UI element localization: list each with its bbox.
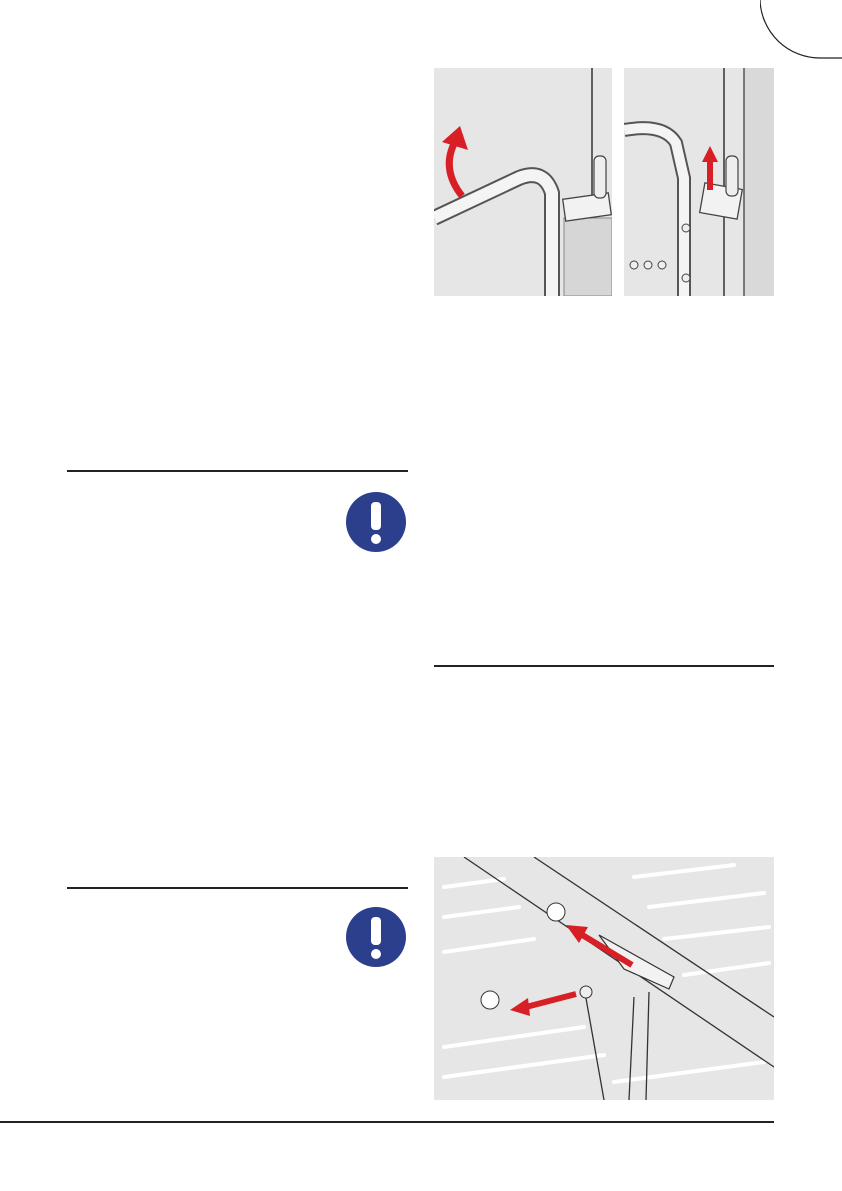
section-rule-2	[67, 887, 408, 889]
footer-rule	[0, 1121, 774, 1123]
section-rule-3	[434, 665, 774, 667]
inner-glass-clip-figure	[434, 857, 774, 1100]
exclamation-icon	[345, 906, 407, 968]
exclamation-icon	[345, 491, 407, 553]
door-hinge-lift-figure-right	[624, 68, 774, 296]
door-hinge-lift-figure-left	[434, 68, 612, 296]
corner-crop-mark	[760, 0, 842, 60]
section-rule-1	[67, 470, 408, 472]
